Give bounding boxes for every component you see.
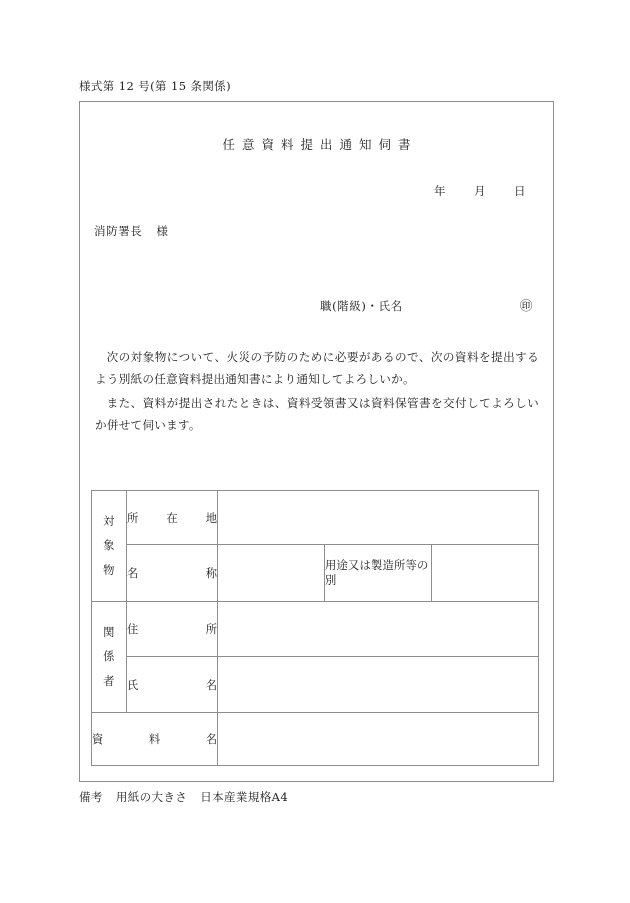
seal-stamp-icon: ㊞ <box>519 297 533 313</box>
addressee-honorific: 様 <box>156 224 169 238</box>
row-label-person-name-char-1: 氏 <box>127 678 139 692</box>
addressee-recipient: 消防署長 <box>94 224 143 238</box>
table-row <box>92 602 539 657</box>
body-paragraph-2: また、資料が提出されたときは、資料受領書又は資料保管書を交付してよろしいか併せて伺います。 <box>95 395 539 432</box>
document-page-frame <box>79 101 554 782</box>
row-label-material-name <box>92 713 218 766</box>
group-label-target-char-2: 象 <box>103 539 115 553</box>
signature-label: 職(階級)・氏名 <box>320 299 403 313</box>
input-material-name[interactable] <box>218 713 539 766</box>
table-row <box>92 713 539 766</box>
row-label-location-char-3: 地 <box>205 511 217 525</box>
row-label-location <box>127 491 218 545</box>
date-day-label: 日 <box>514 184 526 198</box>
row-label-person-name-char-2: 名 <box>205 678 217 692</box>
row-label-address-char-1: 住 <box>127 623 139 636</box>
row-label-person-name <box>127 657 218 713</box>
signature-row <box>320 298 533 314</box>
row-label-name-char-1: 名 <box>127 567 139 580</box>
group-label-target-char-1: 対 <box>103 515 115 529</box>
group-label-related-char-2: 係 <box>103 650 115 664</box>
addressee-line <box>94 223 169 239</box>
footer-note-key: 用紙の大きさ <box>115 790 188 804</box>
input-address[interactable] <box>218 602 539 657</box>
row-label-address <box>127 602 218 657</box>
group-label-related-char-3: 者 <box>103 674 115 688</box>
footer-note-label: 備考 <box>79 790 103 804</box>
row-label-name <box>127 545 218 602</box>
footer-note <box>79 789 288 805</box>
row-label-name-char-2: 称 <box>205 567 217 580</box>
row-label-material-char-3: 名 <box>205 733 217 746</box>
row-label-material-char-1: 資 <box>92 733 104 746</box>
body-text <box>95 346 539 437</box>
column-label-usage: 用途又は製造所等の別 <box>325 545 432 602</box>
date-month-label: 月 <box>474 184 486 198</box>
document-title: 任意資料提出通知伺書 <box>222 137 418 152</box>
table-row <box>92 657 539 713</box>
input-usage[interactable] <box>432 545 539 602</box>
group-label-target <box>92 491 127 602</box>
table-row <box>92 545 539 602</box>
form-number: 様式第 12 号(第 15 条関係) <box>79 79 232 93</box>
body-paragraph-1: 次の対象物について、火災の予防のために必要があるので、次の資料を提出するよう別紙の任意資料提出通知書により通知してよろしいか。 <box>95 350 539 387</box>
row-label-address-char-2: 所 <box>205 623 217 636</box>
row-label-material-char-2: 料 <box>148 733 161 746</box>
group-label-related-char-1: 関 <box>103 626 115 640</box>
group-label-related-party <box>92 602 127 713</box>
footer-note-value: 日本産業規格A4 <box>200 790 289 804</box>
form-table <box>91 490 539 766</box>
input-name[interactable] <box>218 545 325 602</box>
date-line <box>434 183 526 199</box>
group-label-target-char-3: 物 <box>103 563 115 577</box>
input-person-name[interactable] <box>218 657 539 713</box>
row-label-location-char-1: 所 <box>127 511 139 525</box>
input-location[interactable] <box>218 491 539 545</box>
table-row <box>92 491 539 545</box>
date-year-label: 年 <box>434 184 446 198</box>
row-label-location-char-2: 在 <box>166 511 178 525</box>
